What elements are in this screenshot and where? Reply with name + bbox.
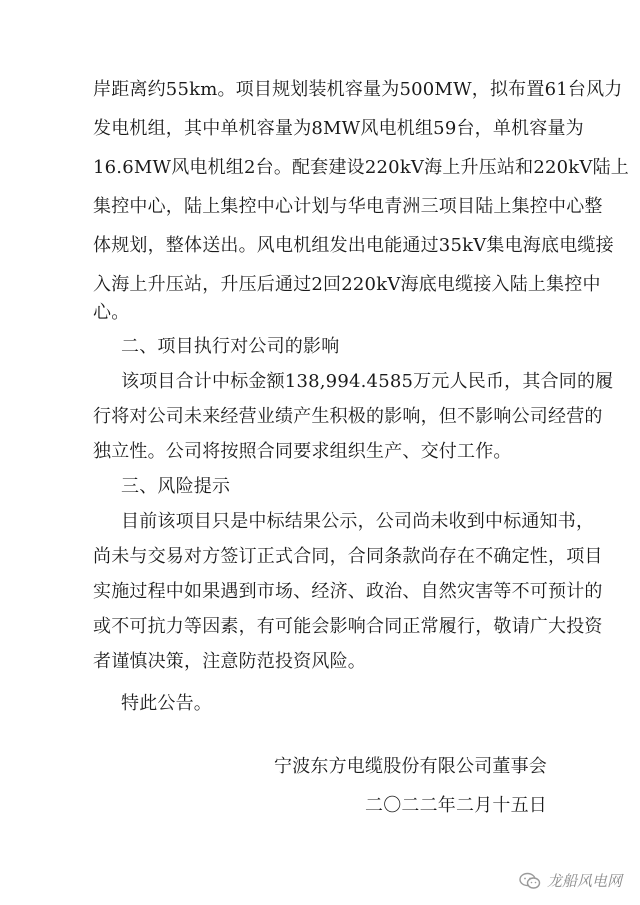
paragraph-1-line-1: 岸距离约55km。项目规划装机容量为500MW，拟布置61台风力 bbox=[93, 79, 623, 100]
paragraph-1-line-3: 16.6MW风电机组2台。配套建设220kV海上升压站和220kV陆上 bbox=[93, 157, 629, 178]
paragraph-3-line-3: 实施过程中如果遇到市场、经济、政治、自然灾害等不可预计的 bbox=[93, 581, 603, 602]
paragraph-1-line-5: 体规划，整体送出。风电机组发出电能通过35kV集电海底电缆接 bbox=[93, 235, 614, 256]
paragraph-3-line-5: 者谨慎决策，注意防范投资风险。 bbox=[93, 651, 366, 672]
signature-date: 二〇二二年二月十五日 bbox=[365, 795, 547, 816]
closing-text: 特此公告。 bbox=[121, 693, 212, 714]
paragraph-3-line-2: 尚未与交易对方签订正式合同，合同条款尚存在不确定性，项目 bbox=[93, 546, 603, 567]
watermark bbox=[519, 870, 622, 891]
paragraph-2-line-1: 该项目合计中标金额138,994.4585万元人民币，其合同的履 bbox=[121, 371, 614, 392]
paragraph-1-line-6: 入海上升压站，升压后通过2回220kV海底电缆接入陆上集控中 bbox=[93, 274, 601, 295]
paragraph-3-line-1: 目前该项目只是中标结果公示，公司尚未收到中标通知书， bbox=[121, 511, 595, 532]
paragraph-1-line-2: 发电机组，其中单机容量为8MW风电机组59台，单机容量为 bbox=[93, 118, 584, 139]
section-2-heading: 二、项目执行对公司的影响 bbox=[121, 336, 340, 357]
paragraph-2-line-3: 独立性。公司将按照合同要求组织生产、交付工作。 bbox=[93, 441, 512, 462]
watermark-text: 龙船风电网 bbox=[546, 872, 622, 890]
paragraph-2-line-2: 行将对公司未来经营业绩产生积极的影响，但不影响公司经营的 bbox=[93, 406, 603, 427]
section-3-heading: 三、风险提示 bbox=[121, 476, 231, 497]
wechat-icon bbox=[519, 872, 541, 890]
signature-company: 宁波东方电缆股份有限公司董事会 bbox=[274, 756, 547, 777]
paragraph-1-line-4: 集控中心，陆上集控中心计划与华电青洲三项目陆上集控中心整 bbox=[93, 196, 603, 217]
paragraph-1-line-7: 心。 bbox=[93, 302, 130, 323]
paragraph-3-line-4: 或不可抗力等因素，有可能会影响合同正常履行，敬请广大投资 bbox=[93, 616, 603, 637]
